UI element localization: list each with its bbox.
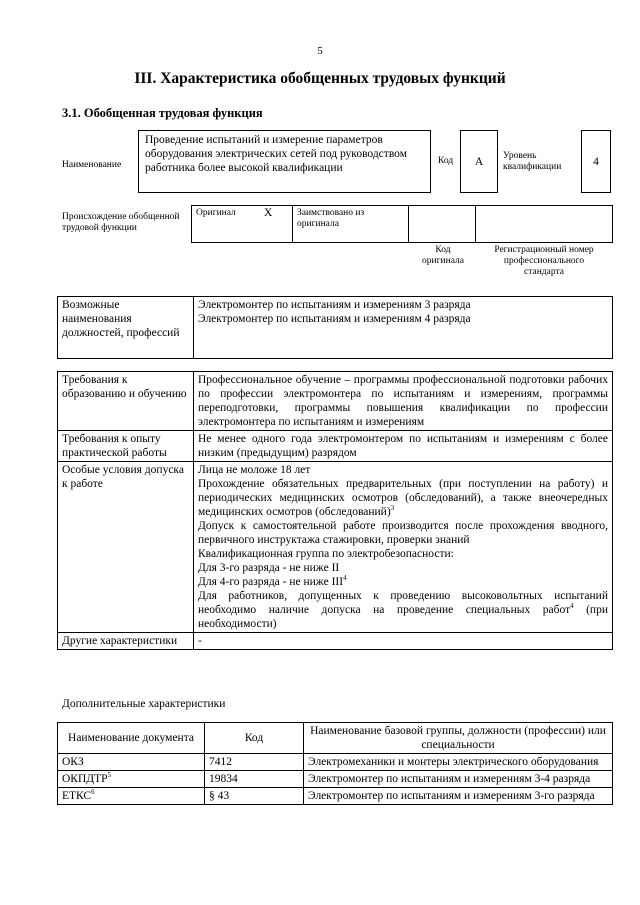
level-value-box xyxy=(581,130,611,193)
origin-label: Происхождение обобщенной трудовой функции xyxy=(62,212,180,233)
row-doc: ЕТКС$^6$ xyxy=(58,788,205,805)
footnote-ref: 5 xyxy=(107,771,112,780)
special-age: Лица не моложе 18 лет xyxy=(198,464,311,476)
special-label: Особые условия допуска к работе xyxy=(58,462,194,633)
code-label: Код xyxy=(438,156,454,166)
education-value: Профессиональное обучение – программы профессиональной подготовки рабочих по профессии электромонтера по испытаниям и измерениям, программы переподготовки, программы повышения квалификации по профессии электромонтера по испытаниям и измерениям xyxy=(194,372,613,431)
table-row xyxy=(58,788,613,805)
requirements-table xyxy=(57,371,613,650)
name-value-box xyxy=(138,130,431,193)
code-value-box xyxy=(460,130,498,193)
name-label: Наименование xyxy=(62,160,122,170)
origin-divider-1 xyxy=(292,205,293,243)
other-value: - xyxy=(194,633,613,650)
additional-table xyxy=(57,722,613,805)
row-name: Электромонтер по испытаниям и измерениям 3-го разряда xyxy=(304,788,613,805)
special-grade4: Для 4-го разряда - не ниже III$^4$ xyxy=(198,574,347,588)
footnote-ref: 3 xyxy=(390,504,395,513)
row-doc: ОКПДТР$^5$ xyxy=(58,771,205,788)
row-code: 19834 xyxy=(205,771,304,788)
code-original-label: Код оригинала xyxy=(422,245,464,266)
row-name: Электромеханики и монтеры электрического оборудования xyxy=(304,754,613,771)
name-value: Проведение испытаний и измерение параметров оборудования электрических сетей под руководством работника более высокой квалификации xyxy=(145,134,407,174)
origin-divider-3 xyxy=(475,205,476,243)
subsection-title: 3.1. Обобщенная трудовая функция xyxy=(62,106,263,120)
reg-number-label: Регистрационный номер профессионального стандарта xyxy=(494,245,594,277)
experience-label: Требования к опыту практической работы xyxy=(58,431,194,462)
footnote-ref: 4 xyxy=(570,602,574,611)
section-title: III. Характеристика обобщенных трудовых функций xyxy=(134,70,506,87)
column-header: Наименование документа xyxy=(58,723,205,754)
positions-label: Возможные наименования должностей, профессий xyxy=(58,297,194,359)
table-row xyxy=(58,754,613,771)
footnote-ref: 6 xyxy=(91,788,95,797)
special-value xyxy=(194,462,613,633)
special-admission: Допуск к самостоятельной работе производится после прохождения вводного, первичного инструктажа стажировки, проверки знаний xyxy=(198,520,608,546)
level-label: Уровень квалификации xyxy=(503,151,562,172)
level-value: 4 xyxy=(593,156,599,168)
row-doc: ОКЗ xyxy=(58,754,205,771)
page-number: 5 xyxy=(317,45,323,57)
additional-title: Дополнительные характеристики xyxy=(62,698,226,710)
special-hv: Для работников, допущенных к проведению высоковольтных испытаний необходимо наличие допуска на проведение специальных работ$^4$ (при необходимости) xyxy=(198,590,608,630)
other-label: Другие характеристики xyxy=(58,633,194,650)
column-header: Наименование базовой группы, должности (профессии) или специальности xyxy=(304,723,613,754)
positions-values xyxy=(194,297,613,359)
special-grade3: Для 3-го разряда - не ниже II xyxy=(198,562,340,574)
borrowed-label: Заимствовано из оригинала xyxy=(297,208,365,229)
original-mark: X xyxy=(264,207,273,219)
code-value: A xyxy=(474,156,484,168)
origin-box xyxy=(191,205,613,243)
table-row xyxy=(58,771,613,788)
row-code: § 43 xyxy=(205,788,304,805)
position-item: Электромонтер по испытаниям и измерениям 3 разряда xyxy=(198,299,471,311)
positions-table xyxy=(57,296,613,359)
education-label: Требования к образованию и обучению xyxy=(58,372,194,431)
origin-divider-2 xyxy=(408,205,409,243)
row-code: 7412 xyxy=(205,754,304,771)
special-medical: Прохождение обязательных предварительных (при поступлении на работу) и периодических медицинских осмотров (обследований), а также внеочередных медицинских осмотров (обследований)$^3$ xyxy=(198,478,608,518)
experience-value: Не менее одного года электромонтером по испытаниям и измерениям с более низким (предыдущим) разрядом xyxy=(194,431,613,462)
original-label: Оригинал xyxy=(196,208,236,218)
footnote-ref: 4 xyxy=(343,574,347,583)
column-header: Код xyxy=(205,723,304,754)
row-name: Электромонтер по испытаниям и измерениям 3-4 разряда xyxy=(304,771,613,788)
position-item: Электромонтер по испытаниям и измерениям 4 разряда xyxy=(198,313,471,325)
special-group: Квалификационная группа по электробезопасности: xyxy=(198,548,454,560)
